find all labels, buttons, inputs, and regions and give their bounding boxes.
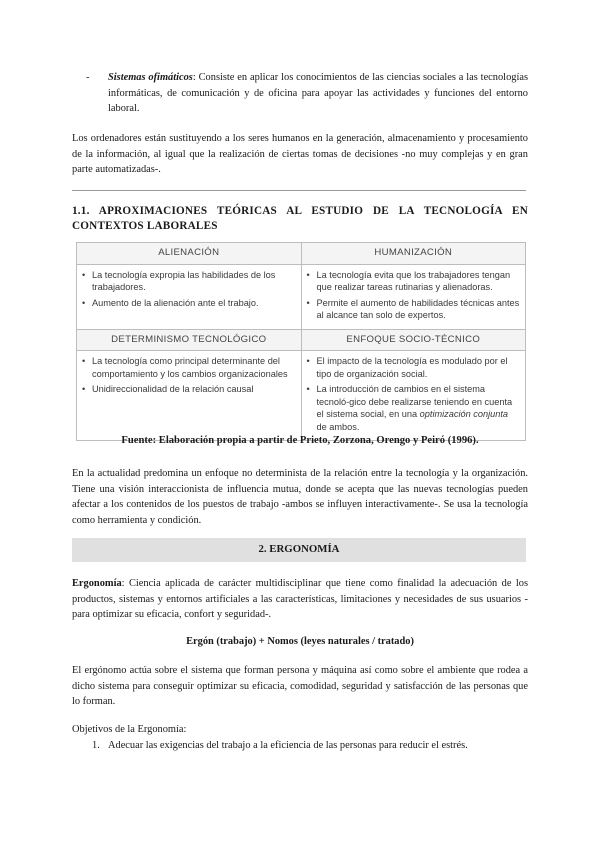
- list-item: • La tecnología evita que los trabajadores tengan que realizar tareas rutinarias y alienadoras.: [307, 269, 521, 294]
- header-alienacion: ALIENACIÓN: [77, 243, 302, 265]
- divider: [72, 190, 526, 191]
- text-fragment: La introducción de cambios en el sistema tecnoló-gico debe realizarse teniendo en cuenta el sistema social, en una: [316, 384, 513, 419]
- bullet-dash: -: [86, 72, 90, 83]
- header-determinismo: DETERMINISMO TECNOLÓGICO: [77, 329, 302, 351]
- cell-alienacion: [77, 264, 302, 329]
- section-bar-ergonomia: [72, 538, 526, 562]
- cell-humanizacion: [301, 264, 526, 329]
- bullet-term: Sistemas ofimáticos: [108, 72, 193, 83]
- cell-determinismo: [77, 351, 302, 441]
- item-number: 1.: [92, 739, 100, 751]
- objectives-section: [72, 722, 528, 753]
- paragraph-ergonomo: El ergónomo actúa sobre el sistema que forman persona y máquina así como sobre el ambiente que rodea a dicho sistema para conseguir optimizar su eficacia, comodidad, seguridad y satisfacción de las personas que lo forman.: [72, 665, 528, 707]
- list-item: • La tecnología como principal determinante del comportamiento y los cambios organizacionales: [82, 355, 296, 380]
- paragraph-ergonomia-definition: [72, 576, 528, 623]
- list-item: • Unidireccionalidad de la relación causal: [82, 383, 296, 396]
- header-socio-tecnico: ENFOQUE SOCIO-TÉCNICO: [301, 329, 526, 351]
- item-text: Adecuar las exigencias del trabajo a la eficiencia de las personas para reducir el estrés.: [108, 739, 468, 751]
- cell-socio-tecnico: [301, 351, 526, 441]
- list-item: • Aumento de la alienación ante el trabajo.: [82, 297, 296, 310]
- list-item: • La tecnología expropia las habilidades de los trabajadores.: [82, 269, 296, 294]
- paragraph-enfoque: En la actualidad predomina un enfoque no determinista de la relación entre la tecnología y la organización. Tiene una visión interaccionista de influencia mutua, donde se acepta que las nuevas tecnologías pueden afectar a los contenidos de los puestos de trabajo -ambos se influyen interactivamente-. Se usa la tecnología como herramienta y condición.: [72, 468, 528, 526]
- list-item: • El impacto de la tecnología es modulado por el tipo de organización social.: [307, 355, 521, 380]
- definition-text: : Ciencia aplicada de carácter multidisciplinar que tiene como finalidad la adecuación de los productos, sistemas y entornos artificiales a las características, limitaciones y necesidades de sus usuarios -para optimizar su eficacia, confort y seguridad-.: [72, 578, 528, 620]
- theories-table: [76, 242, 526, 441]
- etymology-formula: Ergón (trabajo) + Nomos (leyes naturales / tratado): [186, 636, 414, 647]
- bullet-text: [108, 70, 528, 117]
- section-heading-1-1: 1.1. APROXIMACIONES TEÓRICAS AL ESTUDIO DE LA TECNOLOGÍA EN CONTEXTOS LABORALES: [72, 205, 528, 232]
- list-item: • Permite el aumento de habilidades técnicas antes al alcance tan solo de expertos.: [307, 297, 521, 322]
- top-bullet-item: [86, 70, 528, 117]
- term-ergonomia: Ergonomía: [72, 578, 122, 589]
- section-title: 2. ERGONOMÍA: [258, 543, 340, 556]
- header-humanizacion: HUMANIZACIÓN: [301, 243, 526, 265]
- list-item: [92, 738, 528, 754]
- list-item: [307, 383, 521, 433]
- paragraph-ordenadores: Los ordenadores están sustituyendo a los seres humanos en la generación, almacenamiento y procesamiento de la información, al igual que la realización de ciertas tomas de decisiones -no muy complejas y en gran parte automatizadas-.: [72, 133, 528, 175]
- objectives-title: Objetivos de la Ergonomía:: [72, 724, 187, 735]
- bullet-definition: : Consiste en aplicar los conocimientos de las ciencias sociales a las tecnologías informáticas, de comunicación y de oficina para apoyar las actividades y funciones del entorno laboral.: [108, 72, 529, 114]
- table-caption: Fuente: Elaboración propia a partir de Prieto, Zorzona, Orengo y Peiró (1996).: [121, 435, 479, 446]
- emphasis-text: optimización conjunta: [419, 409, 509, 419]
- text-fragment: de ambos.: [316, 421, 360, 432]
